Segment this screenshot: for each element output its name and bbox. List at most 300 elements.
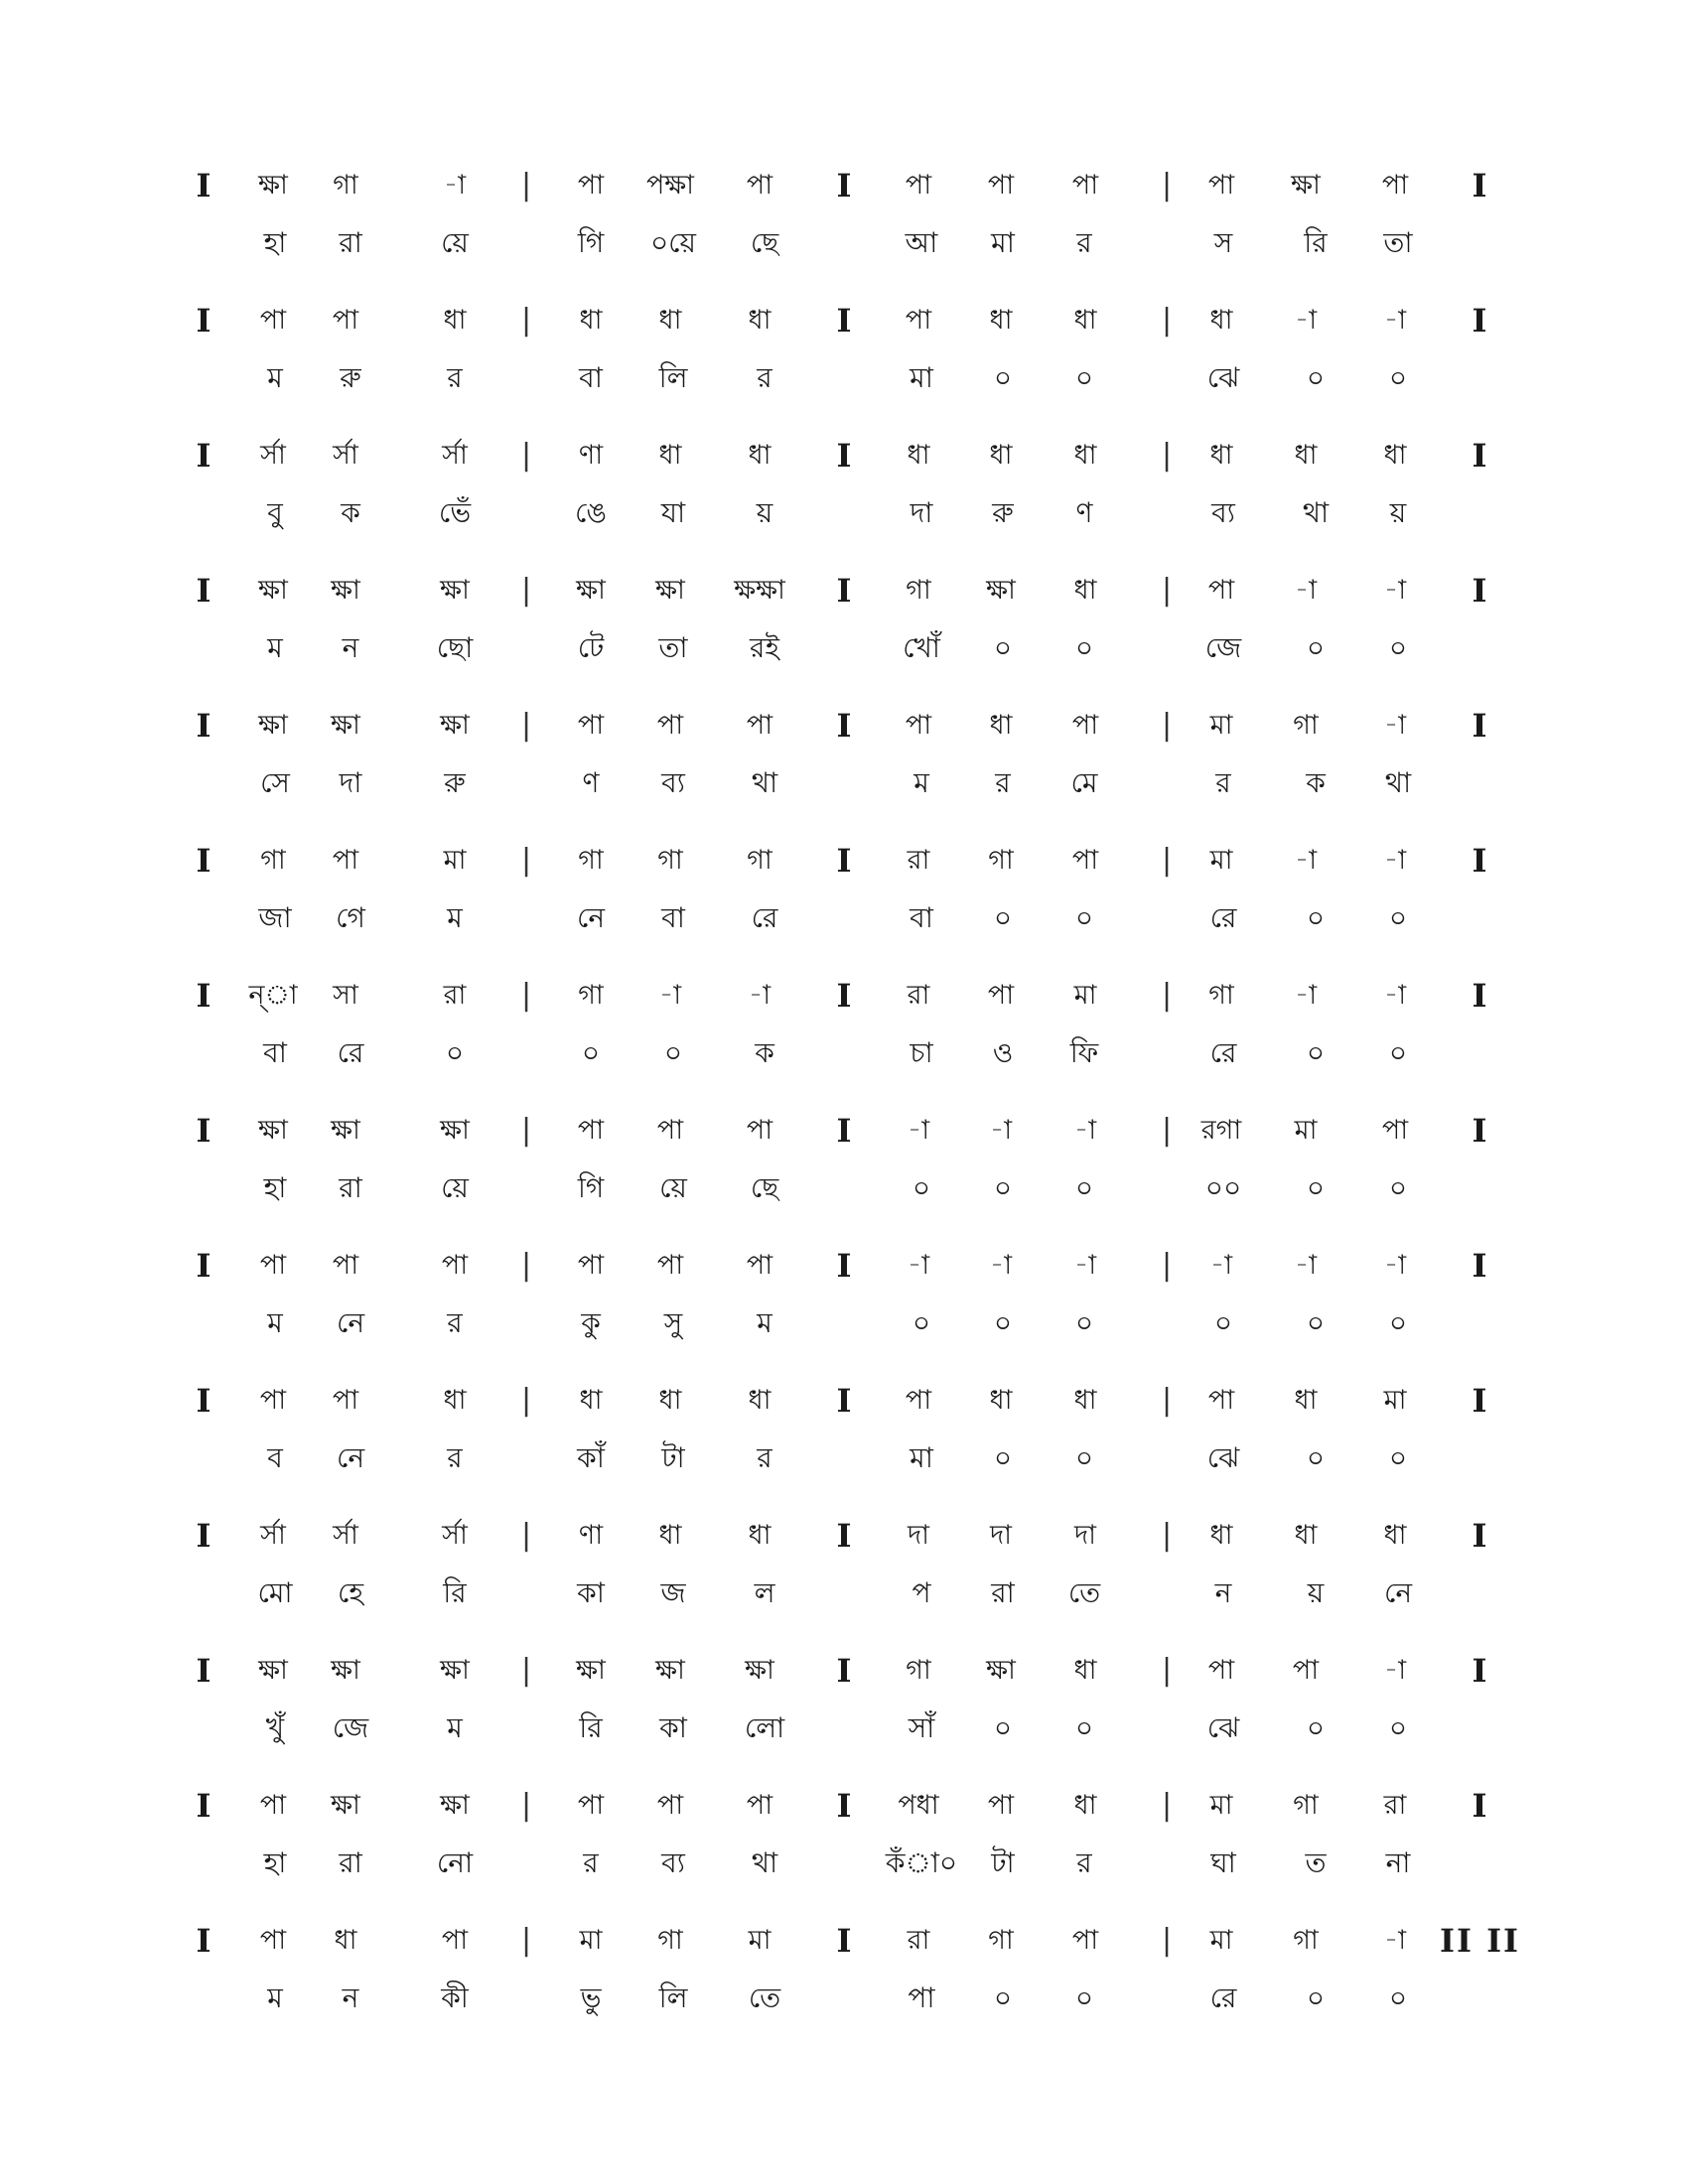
lyric-syllable: ছে	[750, 226, 779, 259]
lyric-syllable: রই	[750, 631, 779, 664]
lyric-syllable: প	[912, 1576, 931, 1609]
barline: I	[1472, 977, 1487, 1015]
swara-line	[0, 1111, 1688, 1151]
lyric-syllable: ক	[341, 496, 360, 529]
swara-note: র্সা	[442, 440, 468, 471]
notation-row	[0, 1516, 1688, 1635]
lyric-syllable: ম	[914, 766, 929, 799]
lyric-syllable: ম	[447, 901, 463, 934]
swara-note: পা	[656, 1250, 684, 1281]
swara-note: পা	[1071, 1925, 1099, 1956]
lyric-syllable: ঘা	[1210, 1846, 1236, 1879]
swara-note: ক্ষা	[331, 575, 360, 606]
swara-note: মা	[1383, 1385, 1407, 1416]
swara-note: পা	[905, 1385, 932, 1416]
swara-note: ণা	[578, 440, 604, 471]
lyric-syllable: ভু	[580, 1981, 602, 2014]
notation-row	[0, 166, 1688, 285]
swara-note: পা	[332, 305, 359, 336]
swara-note: পা	[1292, 1655, 1320, 1686]
lyric-syllable: থা	[1384, 766, 1412, 799]
lyric-syllable: ন	[342, 1981, 359, 2014]
lyric-syllable: রু	[992, 496, 1014, 529]
swara-note: ক্ষা	[331, 710, 360, 741]
swara-note: -া	[1383, 710, 1407, 741]
swara-note: গা	[988, 1925, 1014, 1956]
swara-note: -া	[1383, 845, 1407, 876]
lyric-syllable: ম	[757, 1306, 773, 1339]
barline: I	[836, 1517, 852, 1555]
swara-note: গা	[1293, 1790, 1319, 1821]
lyric-syllable: লি	[658, 361, 688, 394]
lyric-syllable: তা	[658, 631, 688, 664]
lyric-line	[0, 1438, 1688, 1478]
swara-note: গা	[578, 980, 604, 1011]
lyric-syllable: খোঁ	[903, 631, 940, 664]
barline: I	[1472, 1517, 1487, 1555]
lyric-syllable: য়	[1307, 1576, 1325, 1609]
swara-note: ক্ষা	[655, 1655, 685, 1686]
beat-divider: |	[1161, 978, 1173, 1013]
barline: I	[1472, 1787, 1487, 1825]
swara-note: পা	[1207, 1385, 1235, 1416]
swara-note: পা	[259, 1250, 287, 1281]
swara-note: পা	[746, 1115, 774, 1146]
lyric-syllable: ফি	[1069, 1036, 1099, 1069]
barline: I	[196, 1517, 211, 1555]
lyric-syllable: হে	[337, 1576, 364, 1609]
swara-line	[0, 841, 1688, 881]
lyric-syllable: টা	[661, 1441, 685, 1474]
swara-note: ধা	[1209, 1520, 1233, 1551]
lyric-syllable: য়	[756, 496, 774, 529]
swara-note: ধা	[989, 440, 1013, 471]
swara-note: ক্ষা	[440, 710, 470, 741]
lyric-line	[0, 1573, 1688, 1613]
beat-divider: |	[1161, 708, 1173, 743]
barline: I	[196, 842, 211, 880]
swara-note: ধা	[748, 1520, 772, 1551]
swara-note: পা	[987, 980, 1015, 1011]
swara-note: -া	[907, 1115, 930, 1146]
lyric-syllable: য়ে	[659, 1171, 687, 1204]
swara-note: পা	[577, 710, 605, 741]
swara-note: পা	[905, 305, 932, 336]
lyric-syllable: ম	[267, 1306, 283, 1339]
lyric-syllable: তে	[748, 1981, 781, 2014]
swara-note: ধা	[1073, 1655, 1097, 1686]
swara-note: ক্ষা	[440, 575, 470, 606]
lyric-line	[0, 1303, 1688, 1343]
swara-note: ধা	[748, 305, 772, 336]
swara-note: ধা	[1073, 575, 1097, 606]
swara-note: -া	[1073, 1115, 1097, 1146]
notation-row	[0, 1381, 1688, 1500]
swara-note: রা	[907, 845, 930, 876]
swara-line	[0, 571, 1688, 611]
notation-row	[0, 1786, 1688, 1905]
barline: I	[196, 1382, 211, 1420]
lyric-syllable: ভেঁ	[438, 496, 472, 529]
barline: I	[196, 977, 211, 1015]
swara-note: ক্ষা	[986, 1655, 1016, 1686]
lyric-syllable: র	[995, 766, 1011, 799]
barline: I	[836, 1247, 852, 1285]
lyric-syllable: ০	[1306, 1171, 1326, 1204]
swara-note: গা	[260, 845, 286, 876]
swara-note: পা	[332, 845, 359, 876]
swara-note: -া	[748, 980, 772, 1011]
lyric-syllable: ব	[267, 1441, 283, 1474]
beat-divider: |	[520, 303, 532, 338]
swara-note: র্সা	[442, 1520, 468, 1551]
lyric-syllable: খুঁ	[265, 1711, 285, 1744]
lyric-syllable: হা	[263, 226, 287, 259]
lyric-syllable: ০	[993, 901, 1013, 934]
lyric-syllable: তা	[1383, 226, 1413, 259]
lyric-syllable: ০	[1388, 1711, 1408, 1744]
swara-note: পা	[1071, 170, 1099, 201]
lyric-syllable: রু	[340, 361, 361, 394]
swara-note: মা	[1073, 980, 1097, 1011]
lyric-syllable: ০	[1306, 1036, 1326, 1069]
barline: I	[1472, 1652, 1487, 1690]
lyric-line	[0, 1708, 1688, 1748]
lyric-syllable: ০	[1306, 631, 1326, 664]
swara-note: ক্ষা	[440, 1655, 470, 1686]
swara-note: ধা	[658, 1520, 682, 1551]
lyric-syllable: ক	[755, 1036, 774, 1069]
swara-note: ক্ষক্ষা	[734, 575, 785, 606]
beat-divider: |	[520, 1788, 532, 1823]
swara-note: পা	[577, 170, 605, 201]
lyric-syllable: বা	[661, 901, 685, 934]
swara-note: পা	[441, 1250, 469, 1281]
swara-note: মা	[579, 1925, 603, 1956]
barline: I	[196, 1247, 211, 1285]
swara-note: ধা	[443, 1385, 467, 1416]
swara-note: পা	[1381, 1115, 1409, 1146]
lyric-syllable: ০	[1074, 1441, 1094, 1474]
beat-divider: |	[520, 708, 532, 743]
lyric-syllable: র	[1076, 226, 1092, 259]
swara-note: পা	[1381, 170, 1409, 201]
lyric-syllable: ম	[267, 631, 283, 664]
lyric-syllable: থা	[751, 1846, 778, 1879]
lyric-syllable: লি	[658, 1981, 688, 2014]
swara-note: ধা	[658, 1385, 682, 1416]
barline: I	[836, 437, 852, 475]
lyric-line	[0, 1843, 1688, 1883]
swara-note: দা	[1073, 1520, 1096, 1551]
barline: I	[836, 302, 852, 340]
lyric-syllable: চা	[910, 1036, 933, 1069]
swara-note: গা	[657, 1925, 683, 1956]
swara-note: পা	[332, 1250, 359, 1281]
barline: I	[836, 1652, 852, 1690]
lyric-syllable: মা	[910, 1441, 933, 1474]
swara-note: ধা	[1073, 305, 1097, 336]
lyric-syllable: তে	[1067, 1576, 1101, 1609]
swara-note: ধা	[1073, 1790, 1097, 1821]
barline: I	[836, 167, 852, 205]
swara-note: পা	[987, 1790, 1015, 1821]
beat-divider: |	[520, 1518, 532, 1553]
lyric-syllable: রে	[1209, 901, 1237, 934]
swara-note: ক্ষা	[331, 1790, 360, 1821]
swara-note: -া	[1383, 575, 1407, 606]
lyric-syllable: কঁা০	[885, 1846, 958, 1879]
swara-note: ক্ষা	[258, 170, 288, 201]
lyric-syllable: ০	[663, 1036, 683, 1069]
lyric-syllable: ০য়ে	[649, 226, 697, 259]
lyric-syllable: র	[583, 1846, 599, 1879]
swara-note: ধা	[658, 440, 682, 471]
lyric-syllable: র	[757, 361, 773, 394]
swara-note: -া	[1294, 845, 1318, 876]
swara-line	[0, 301, 1688, 341]
swara-note: রগা	[1200, 1115, 1242, 1146]
lyric-syllable: ও	[992, 1036, 1014, 1069]
barline: I	[196, 1652, 211, 1690]
lyric-syllable: আ	[905, 226, 938, 259]
notation-row	[0, 301, 1688, 420]
lyric-syllable: রে	[1209, 1981, 1237, 2014]
barline: I	[196, 437, 211, 475]
swara-note: ক্ষা	[576, 575, 606, 606]
swara-note: পা	[656, 1790, 684, 1821]
swara-note: মা	[748, 1925, 772, 1956]
lyric-syllable: ০	[1388, 1036, 1408, 1069]
swara-note: -া	[1294, 305, 1318, 336]
swara-note: গা	[333, 170, 358, 201]
swara-note: পা	[1207, 575, 1235, 606]
lyric-line	[0, 763, 1688, 803]
swara-note: র্সা	[333, 440, 358, 471]
barline: I	[196, 167, 211, 205]
swara-note: -া	[1294, 980, 1318, 1011]
lyric-syllable: ০	[1306, 1306, 1326, 1339]
notation-row	[0, 706, 1688, 825]
lyric-syllable: ব্য	[1211, 496, 1235, 529]
barline: I	[196, 302, 211, 340]
lyric-syllable: মে	[1070, 766, 1098, 799]
lyric-syllable: রা	[991, 1576, 1015, 1609]
swara-note: মা	[1209, 1790, 1233, 1821]
beat-divider: |	[520, 1653, 532, 1688]
swara-note: পা	[259, 1925, 287, 1956]
lyric-syllable: মা	[910, 361, 933, 394]
beat-divider: |	[1161, 1788, 1173, 1823]
swara-note: রা	[907, 1925, 930, 1956]
swara-note: গা	[657, 845, 683, 876]
lyric-syllable: নে	[336, 1306, 365, 1339]
swara-line	[0, 706, 1688, 746]
swara-line	[0, 1381, 1688, 1421]
lyric-syllable: ব্য	[661, 766, 685, 799]
lyric-syllable: বা	[579, 361, 603, 394]
lyric-syllable: দা	[910, 496, 933, 529]
swara-note: ক্ষা	[331, 1655, 360, 1686]
swara-note: গা	[1293, 710, 1319, 741]
lyric-syllable: ০	[581, 1036, 601, 1069]
swara-line	[0, 436, 1688, 476]
swara-note: ণা	[578, 1520, 604, 1551]
swara-note: গা	[906, 1655, 931, 1686]
swara-note: -া	[1383, 1250, 1407, 1281]
lyric-syllable: ঝে	[1206, 1441, 1240, 1474]
lyric-syllable: পা	[908, 1981, 935, 2014]
swara-note: ধা	[989, 710, 1013, 741]
lyric-line	[0, 1168, 1688, 1208]
lyric-syllable: জ	[660, 1576, 686, 1609]
lyric-line	[0, 223, 1688, 263]
beat-divider: |	[1161, 1248, 1173, 1283]
lyric-syllable: ০	[1306, 1441, 1326, 1474]
lyric-syllable: ০	[1388, 1441, 1408, 1474]
lyric-syllable: কু	[581, 1306, 601, 1339]
swara-note: পক্ষা	[645, 170, 695, 201]
swara-note: গা	[988, 845, 1014, 876]
lyric-syllable: ০	[1388, 361, 1408, 394]
swara-note: পা	[1207, 170, 1235, 201]
swara-note: পা	[1071, 710, 1099, 741]
final-barline: II II	[1440, 1922, 1521, 1960]
notation-row	[0, 841, 1688, 960]
notation-row	[0, 1651, 1688, 1770]
swara-note: ধা	[1209, 440, 1233, 471]
barline: I	[836, 1787, 852, 1825]
beat-divider: |	[520, 1248, 532, 1283]
lyric-syllable: রা	[339, 1171, 362, 1204]
beat-divider: |	[1161, 1113, 1173, 1148]
swara-note: -া	[658, 980, 682, 1011]
lyric-syllable: না	[1385, 1846, 1411, 1879]
beat-divider: |	[520, 573, 532, 608]
lyric-syllable: ন	[1214, 1576, 1232, 1609]
lyric-syllable: ছে	[750, 1171, 779, 1204]
lyric-syllable: ০	[1388, 1306, 1408, 1339]
swara-note: গা	[906, 575, 931, 606]
lyric-syllable: বা	[910, 901, 933, 934]
swara-note: র্সা	[260, 440, 286, 471]
swara-note: গা	[1293, 1925, 1319, 1956]
swara-note: ধা	[1294, 1385, 1318, 1416]
swara-note: ক্ষা	[576, 1655, 606, 1686]
lyric-syllable: হা	[263, 1171, 287, 1204]
swara-note: পা	[259, 1385, 287, 1416]
lyric-syllable: নে	[1383, 1576, 1413, 1609]
lyric-syllable: ০	[1388, 1171, 1408, 1204]
swara-note: ধা	[334, 1925, 357, 1956]
swara-note: পা	[259, 305, 287, 336]
lyric-syllable: সু	[663, 1306, 683, 1339]
lyric-syllable: ০	[1074, 361, 1094, 394]
lyric-syllable: ০	[1074, 901, 1094, 934]
swara-note: -া	[1209, 1250, 1233, 1281]
lyric-syllable: ছো	[436, 631, 474, 664]
lyric-syllable: ০	[1074, 1306, 1094, 1339]
swara-note: পা	[332, 1385, 359, 1416]
swara-note: ধা	[443, 305, 467, 336]
swara-note: পা	[987, 170, 1015, 201]
lyric-syllable: রে	[751, 901, 778, 934]
barline: I	[836, 1112, 852, 1150]
swara-note: মা	[443, 845, 467, 876]
lyric-syllable: কা	[659, 1711, 687, 1744]
lyric-syllable: রা	[339, 226, 362, 259]
barline: I	[1472, 1112, 1487, 1150]
notation-row	[0, 1921, 1688, 2040]
lyric-line	[0, 493, 1688, 533]
lyric-syllable: ঝে	[1206, 1711, 1240, 1744]
lyric-syllable: রু	[444, 766, 466, 799]
beat-divider: |	[1161, 303, 1173, 338]
lyric-syllable: ণ	[582, 766, 600, 799]
barline: I	[196, 1787, 211, 1825]
barline: I	[836, 842, 852, 880]
lyric-syllable: কাঁ	[577, 1441, 605, 1474]
lyric-syllable: ম	[267, 361, 283, 394]
beat-divider: |	[1161, 843, 1173, 878]
swara-note: ক্ষা	[986, 575, 1016, 606]
lyric-syllable: দা	[339, 766, 362, 799]
lyric-syllable: লো	[744, 1711, 785, 1744]
lyric-syllable: ব্য	[661, 1846, 685, 1879]
swara-note: -া	[1294, 575, 1318, 606]
lyric-syllable: স	[1213, 226, 1233, 259]
swara-note: পা	[656, 1115, 684, 1146]
barline: I	[836, 1382, 852, 1420]
lyric-syllable: ল	[754, 1576, 775, 1609]
lyric-syllable: ঙে	[575, 496, 607, 529]
swara-line	[0, 1651, 1688, 1691]
barline: I	[1472, 707, 1487, 745]
beat-divider: |	[520, 843, 532, 878]
swara-note: -া	[1073, 1250, 1097, 1281]
swara-note: -া	[1383, 1655, 1407, 1686]
notation-row	[0, 571, 1688, 690]
swara-note: ধা	[989, 305, 1013, 336]
lyric-line	[0, 628, 1688, 668]
lyric-syllable: ম	[267, 1981, 283, 2014]
lyric-syllable: ০	[1074, 1171, 1094, 1204]
swara-note: দা	[989, 1520, 1012, 1551]
swara-note: ক্ষা	[655, 575, 685, 606]
lyric-syllable: নো	[436, 1846, 474, 1879]
beat-divider: |	[520, 1923, 532, 1958]
lyric-syllable: ০	[993, 1711, 1013, 1744]
swara-note: -া	[1383, 305, 1407, 336]
swara-note: ক্ষা	[440, 1790, 470, 1821]
swara-note: ক্ষা	[258, 710, 288, 741]
lyric-syllable: জে	[332, 1711, 369, 1744]
barline: I	[196, 1112, 211, 1150]
swara-note: পা	[441, 1925, 469, 1956]
lyric-syllable: ০০	[1204, 1171, 1242, 1204]
lyric-syllable: রে	[1209, 1036, 1237, 1069]
barline: I	[196, 707, 211, 745]
beat-divider: |	[1161, 1518, 1173, 1553]
barline: I	[836, 572, 852, 610]
lyric-syllable: রি	[579, 1711, 603, 1744]
lyric-syllable: ০	[912, 1171, 931, 1204]
swara-line	[0, 976, 1688, 1016]
lyric-syllable: থা	[751, 766, 778, 799]
lyric-syllable: হা	[263, 1846, 287, 1879]
lyric-syllable: ম	[447, 1711, 463, 1744]
lyric-syllable: সাঁ	[908, 1711, 935, 1744]
